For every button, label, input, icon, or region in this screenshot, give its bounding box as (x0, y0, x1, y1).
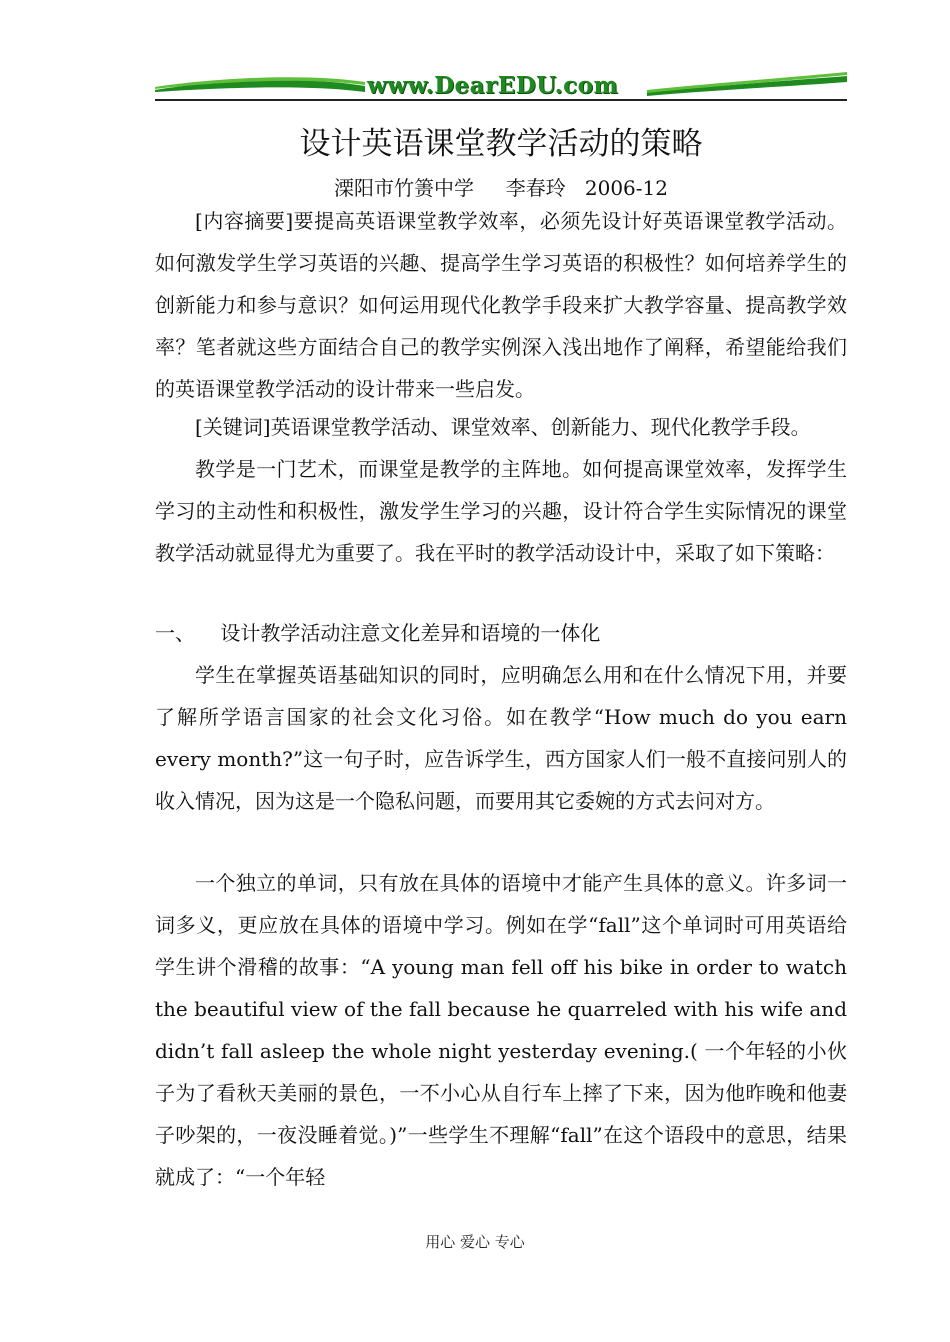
intro-paragraph: 教学是一门艺术，而课堂是教学的主阵地。如何提高课堂效率，发挥学生学习的主动性和积极性，激发学生学习的兴趣，设计符合学生实际情况的课堂教学活动就显得尤为重要了。我在平时的教学活动设计中，采取了如下策略： (155, 457, 847, 565)
keywords-paragraph: [关键词]英语课堂教学活动、课堂效率、创新能力、现代化教学手段。 (195, 415, 811, 439)
keywords-block (155, 406, 847, 448)
header-divider (155, 99, 847, 101)
body-paragraph: 学生在掌握英语基础知识的同时，应明确怎么用和在什么情况下用，并要了解所学语言国家的社会文化习俗。如在教学“How much do you earn every month?”这一句子时，应告诉学生，西方国家人们一般不直接问别人的收入情况，因为这是一个隐私问题，而要用其它委婉的方式去问对方。 (155, 663, 847, 813)
abstract-paragraph: [内容摘要]要提高英语课堂教学效率，必须先设计好英语课堂教学活动。如何激发学生学习英语的兴趣、提高学生学习英语的积极性？如何培养学生的创新能力和参与意识？如何运用现代化教学手段来扩大教学容量、提高教学效率？笔者就这些方面结合自己的教学实例深入浅出地作了阐释，希望能给我们的英语课堂教学活动的设计带来一些启发。 (155, 209, 847, 401)
article-title: 设计英语课堂教学活动的策略 (299, 126, 703, 162)
section-heading: 一、 设计教学活动注意文化差异和语境的一体化 (155, 621, 601, 645)
abstract-block (155, 200, 847, 410)
article-byline: 溧阳市竹箦中学 李春玲 2006-12 (334, 176, 668, 200)
page-footer: 用心 爱心 专心 (425, 1233, 525, 1251)
site-logo[interactable]: www.DearEDU.com (367, 72, 619, 99)
section-body-1 (155, 654, 847, 822)
intro-block (155, 448, 847, 574)
body-paragraph: 一个独立的单词，只有放在具体的语境中才能产生具体的意义。许多词一词多义，更应放在具体的语境中学习。例如在学“fall”这个单词时可用英语给学生讲个滑稽的故事：“A young man fell off his bike in order to watch the beautiful view of the fall because he quarreled with his wife and didn’t fall asleep the whole night yesterday evening.( 一个年轻的小伙子为了看秋天美丽的景色，一不小心从自行车上摔了下来，因为他昨晚和他妻子吵架的，一夜没睡着觉。)”一些学生不理解“fall”在这个语段中的意思，结果就成了：“一个年轻 (155, 871, 847, 1189)
section-body-2 (155, 862, 847, 1198)
